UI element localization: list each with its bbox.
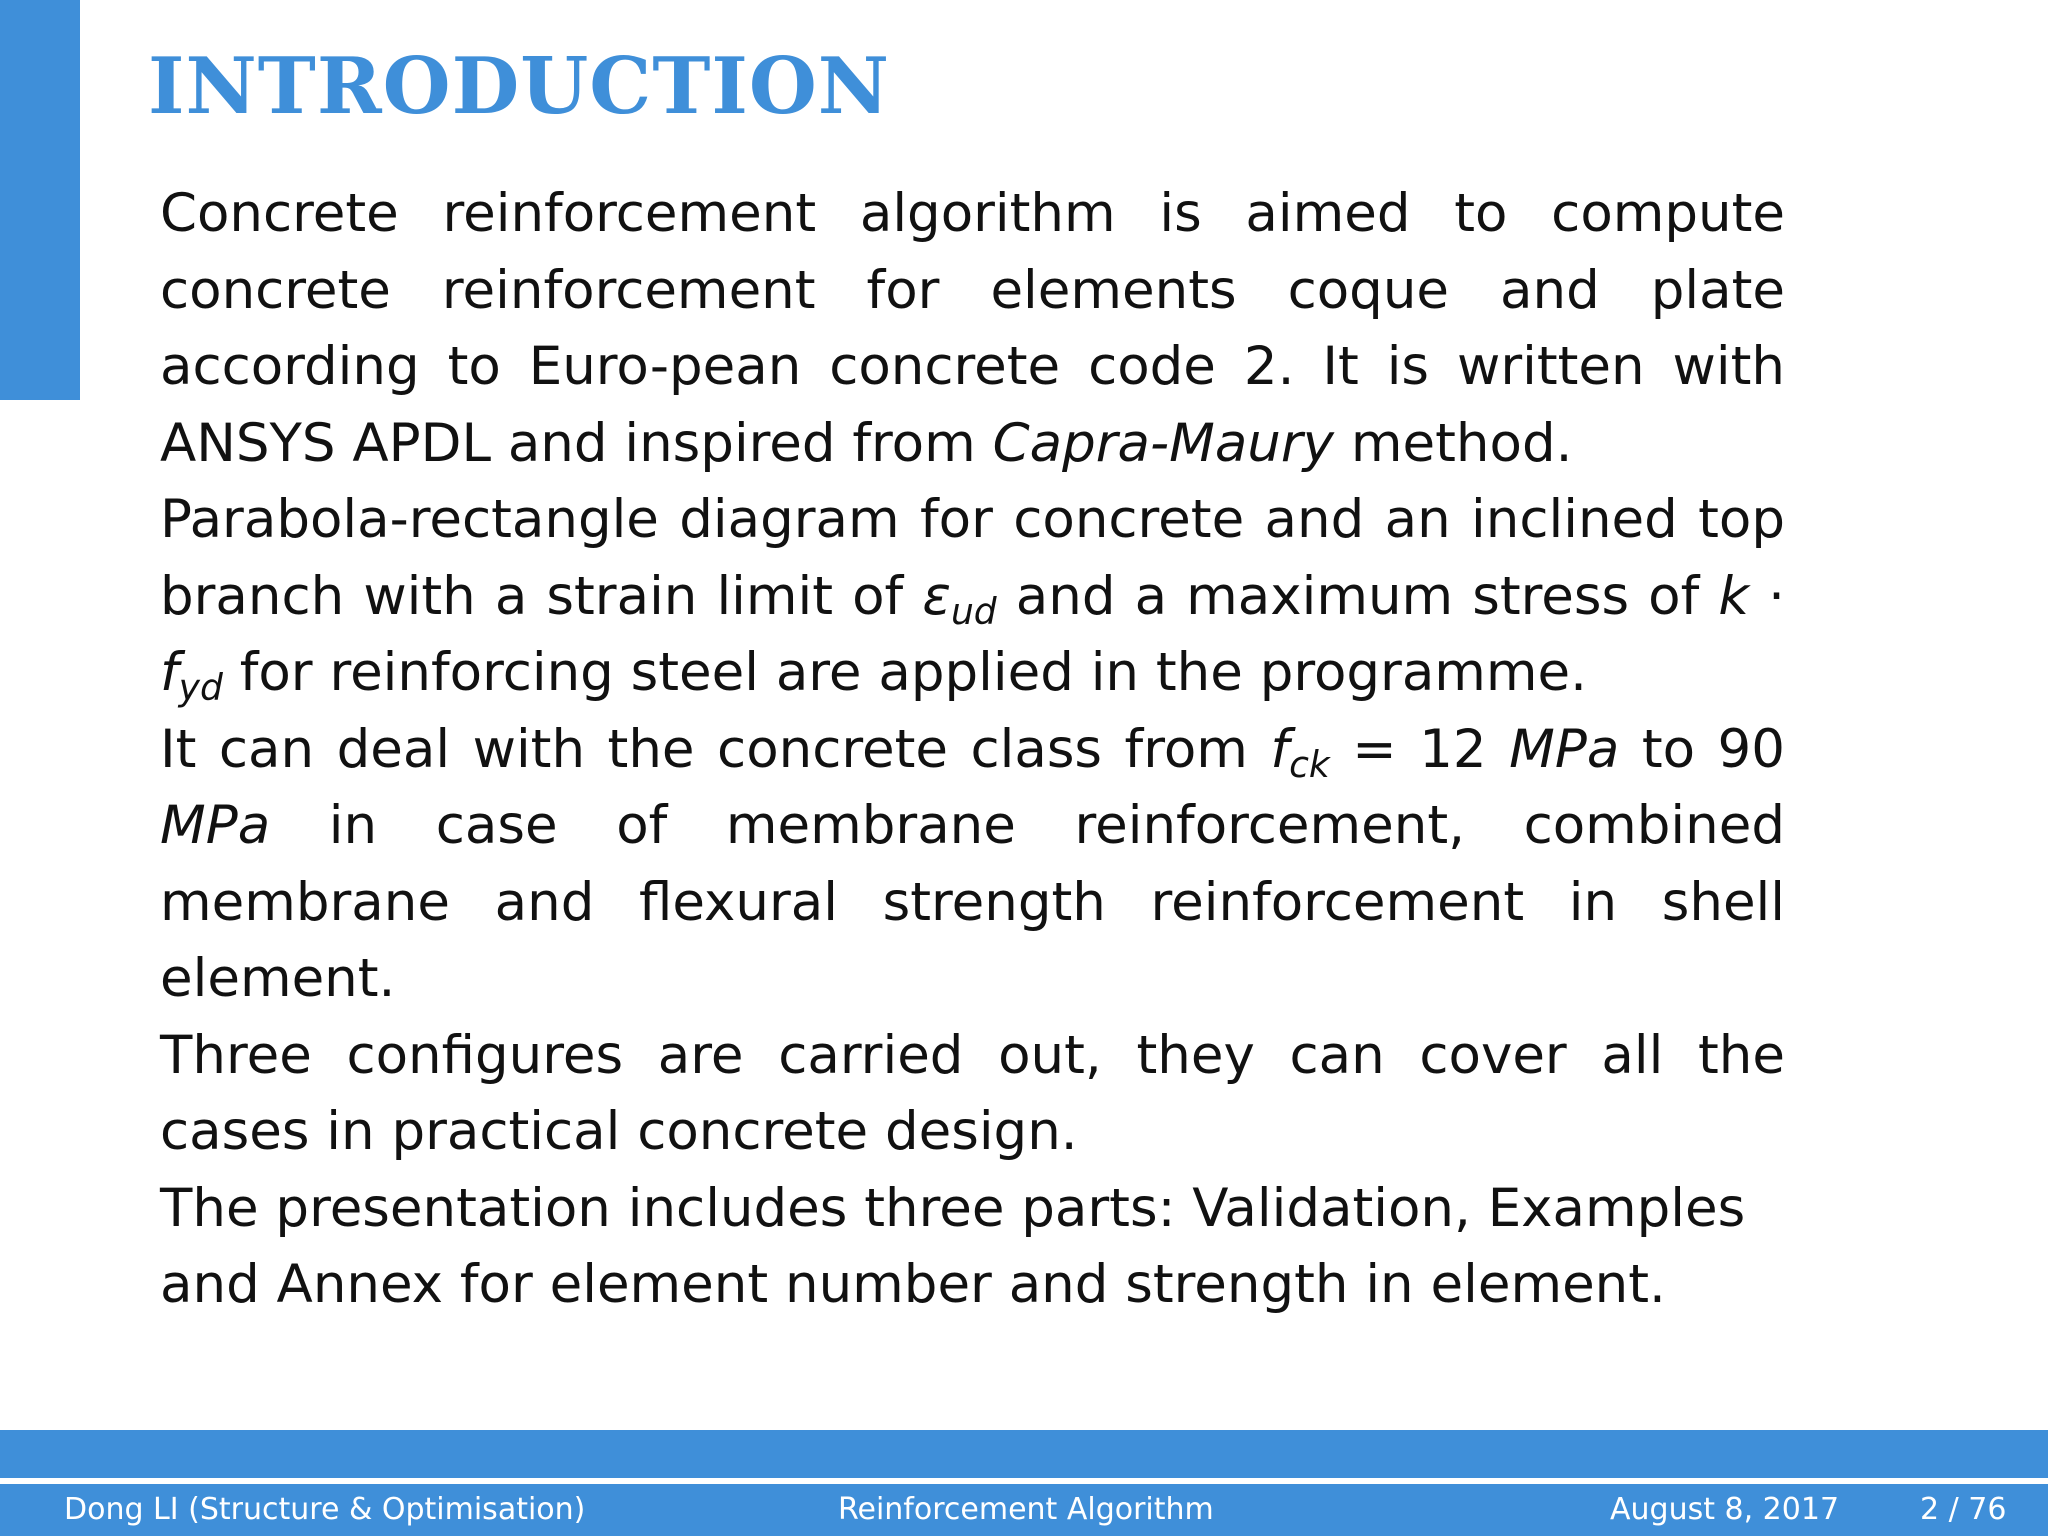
paragraph-diagram-text-2: and a maximum stress of xyxy=(996,565,1719,627)
paragraph-intro xyxy=(160,176,1785,482)
paragraph-presentation: The presentation includes three parts: Validation, Examples and Annex for element number and strength in element. xyxy=(160,1177,1746,1315)
slide-body xyxy=(160,176,1785,1324)
unit-mpa-1: MPa xyxy=(1509,718,1620,780)
footer-author: Dong LI (Structure & Optimisation) xyxy=(64,1492,586,1527)
footer-title: Reinforcement Algorithm xyxy=(838,1492,1214,1527)
fyd-symbol: f xyxy=(160,642,179,703)
paragraph-class-text-3: in case of membrane reinforcement, combined membrane and flexural strength reinforcement in shell element. xyxy=(160,795,1785,1009)
k-symbol: k xyxy=(1718,565,1750,627)
fck-symbol: f xyxy=(1270,718,1290,780)
strain-symbol: ε xyxy=(922,565,951,627)
footer-date: August 8, 2017 xyxy=(1610,1492,1840,1527)
fyd-subscript: yd xyxy=(178,668,223,710)
paragraph-intro-end: method. xyxy=(1334,412,1573,474)
slide-title: INTRODUCTION xyxy=(148,41,891,132)
footer-band xyxy=(0,1430,2048,1478)
strain-subscript: ud xyxy=(950,591,997,633)
paragraph-class-text-1: It can deal with the concrete class from xyxy=(160,718,1271,780)
footer-page-number: 2 / 76 xyxy=(1920,1492,2007,1527)
paragraph-diagram xyxy=(160,482,1785,712)
paragraph-diagram-text-1: Parabola-rectangle diagram for concrete and an inclined top branch with a strain limit of xyxy=(160,489,1785,627)
footer-bar xyxy=(0,1484,2048,1536)
fck-subscript: ck xyxy=(1289,744,1330,786)
equals-value: = 12 xyxy=(1329,718,1510,780)
paragraph-configures: Three configures are carried out, they can cover all the cases in practical concrete design. xyxy=(160,1024,1785,1162)
method-name: Capra-Maury xyxy=(992,412,1335,474)
paragraph-diagram-text-3: for reinforcing steel are applied in the programme. xyxy=(222,642,1588,703)
dot-operator: · xyxy=(1749,565,1785,627)
side-accent-bar xyxy=(0,0,80,400)
paragraph-intro-text: Concrete reinforcement algorithm is aimed to compute concrete reinforcement for elements coque and plate according to Euro-pean concrete code 2. It is written with ANSYS APDL and inspired from xyxy=(160,183,1785,474)
paragraph-concrete-class xyxy=(160,712,1785,1018)
unit-mpa-2: MPa xyxy=(160,795,271,856)
paragraph-class-text-2: to 90 xyxy=(1619,718,1785,780)
